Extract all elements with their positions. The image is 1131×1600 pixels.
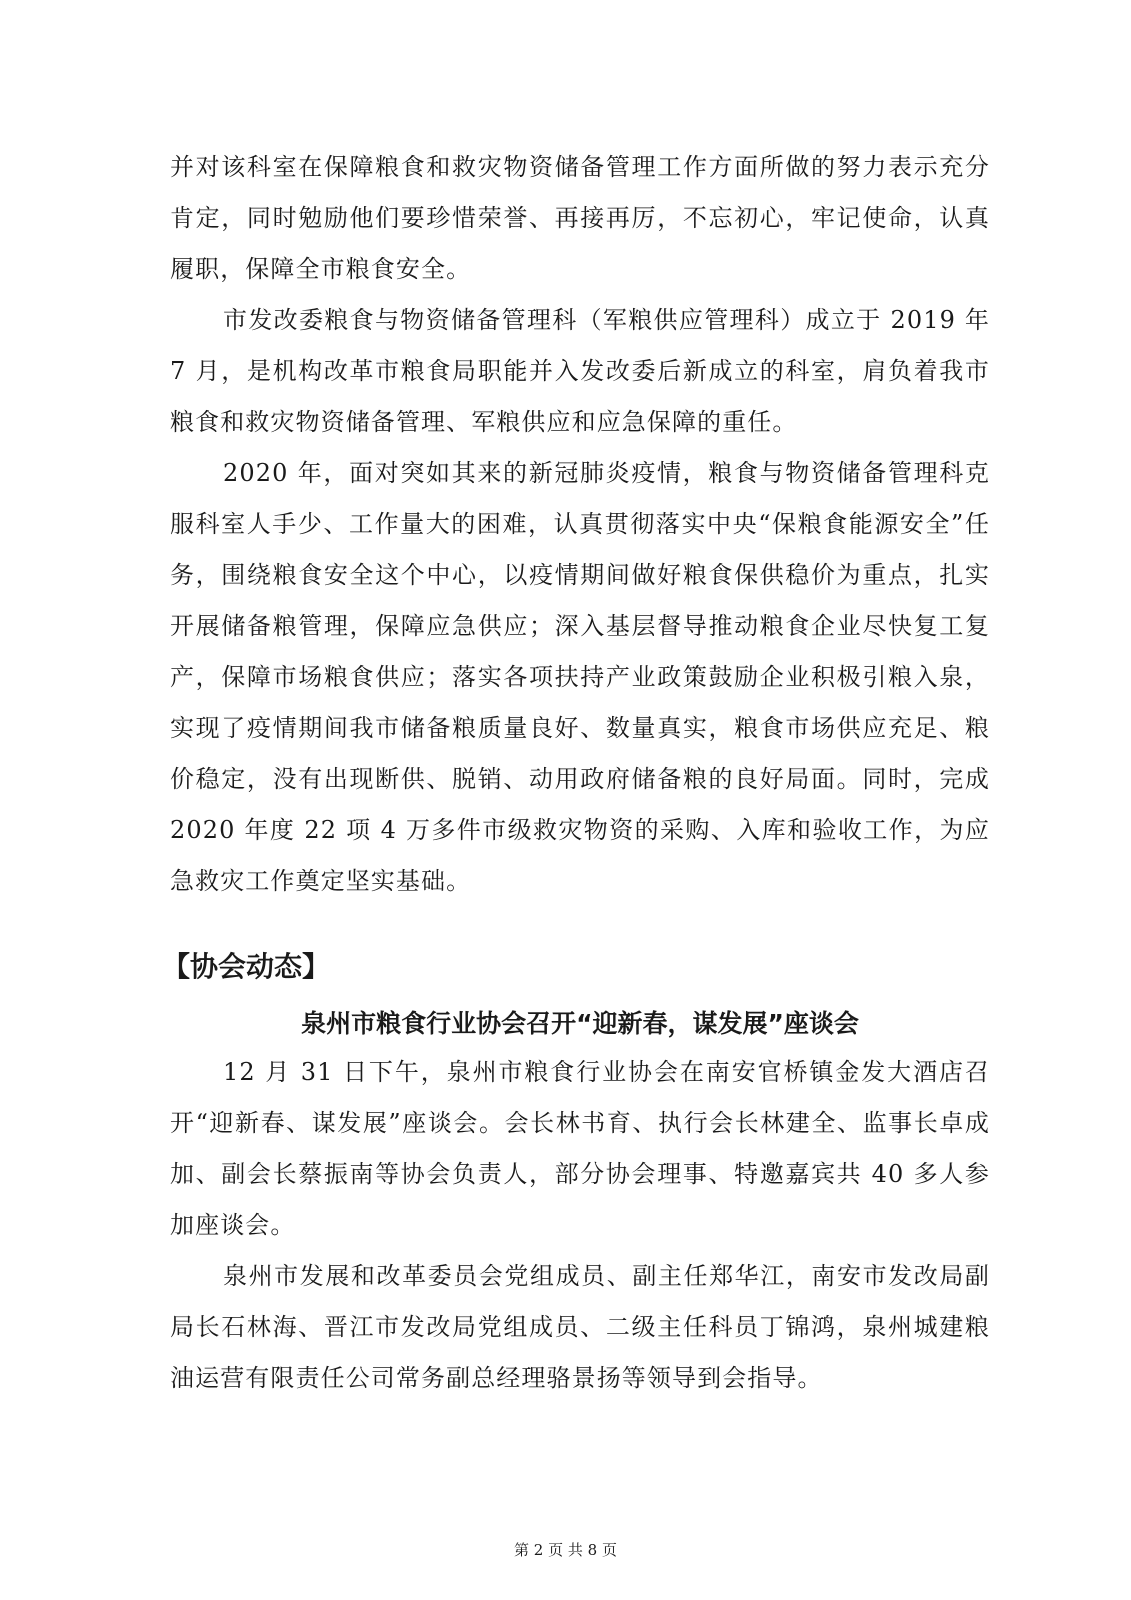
section-heading: 【协会动态】 xyxy=(162,950,331,983)
paragraph-meeting-summary: 12 月 31 日下午，泉州市粮食行业协会在南安官桥镇金发大酒店召开“迎新春、谋发展”座谈会。会长林书育、执行会长林建全、监事长卓成加、副会长蔡振南等协会负责人，部分协会理事、特邀嘉宾共 40 多人参加座谈会。 xyxy=(170,1058,990,1239)
paragraph-commendation: 并对该科室在保障粮食和救灾物资储备管理工作方面所做的努力表示充分肯定，同时勉励他们要珍惜荣誉、再接再厉，不忘初心，牢记使命，认真履职，保障全市粮食安全。 xyxy=(170,153,990,283)
paragraph-2020-work: 2020 年，面对突如其来的新冠肺炎疫情，粮食与物资储备管理科克服科室人手少、工作量大的困难，认真贯彻落实中央“保粮食能源安全”任务，围绕粮食安全这个中心，以疫情期间做好粮食保供稳价为重点，扎实开展储备粮管理，保障应急供应；深入基层督导推动粮食企业尽快复工复产，保障市场粮食供应；落实各项扶持产业政策鼓励企业积极引粮入泉，实现了疫情期间我市储备粮质量良好、数量真实，粮食市场供应充足、粮价稳定，没有出现断供、脱销、动用政府储备粮的良好局面。同时，完成 2020 年度 22 项 4 万多件市级救灾物资的采购、入库和验收工作，为应急救灾工作奠定坚实基础。 xyxy=(170,459,990,895)
page-number: 第 2 页 共 8 页 xyxy=(514,1541,617,1559)
article-title: 泉州市粮食行业协会召开“迎新春，谋发展”座谈会 xyxy=(301,1009,859,1038)
paragraph-department-intro: 市发改委粮食与物资储备管理科（军粮供应管理科）成立于 2019 年 7 月，是机构改革市粮食局职能并入发改委后新成立的科室，肩负着我市粮食和救灾物资储备管理、军粮供应和应急保障的重任。 xyxy=(170,306,990,436)
paragraph-attending-leaders: 泉州市发展和改革委员会党组成员、副主任郑华江，南安市发改局副局长石林海、晋江市发改局党组成员、二级主任科员丁锦鸿，泉州城建粮油运营有限责任公司常务副总经理骆景扬等领导到会指导。 xyxy=(170,1262,990,1392)
